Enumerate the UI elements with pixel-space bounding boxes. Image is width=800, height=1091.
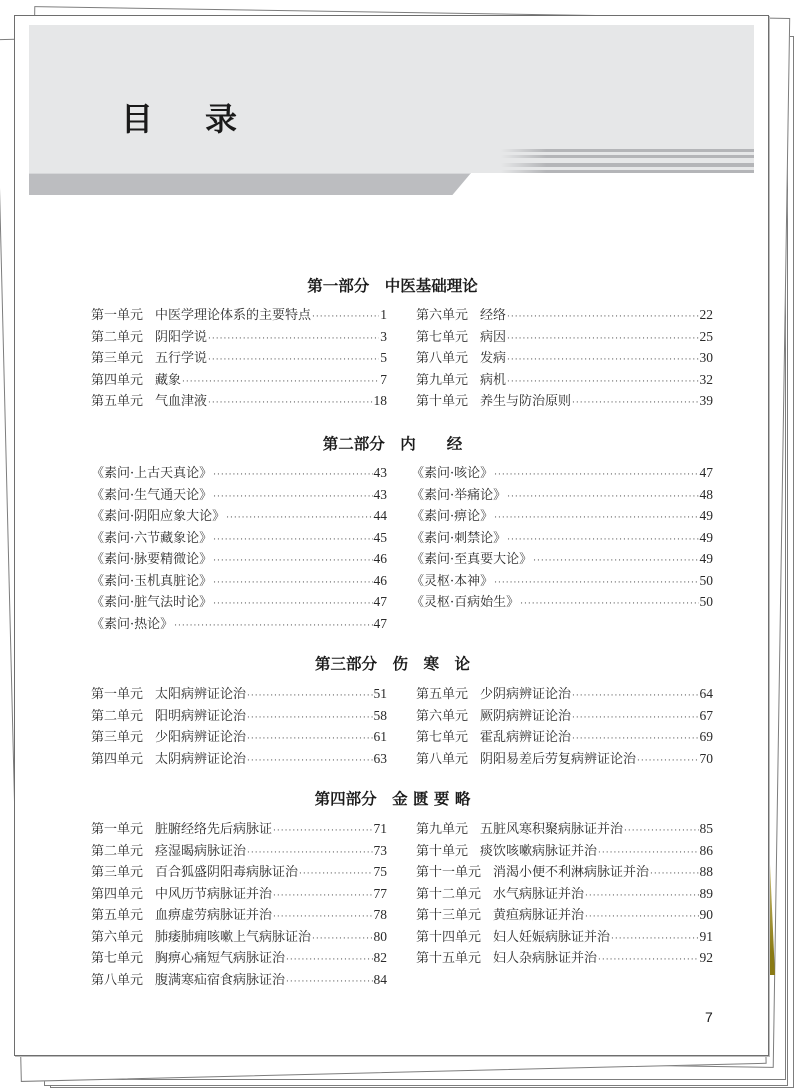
leader-dots bbox=[286, 955, 372, 965]
toc-entry[interactable]: 第六单元 经络 ····· 22 bbox=[416, 304, 713, 326]
leader-dots bbox=[273, 912, 372, 922]
toc-column-right bbox=[411, 462, 713, 613]
toc-entry[interactable]: 第五单元 气血津液 ····· 18 bbox=[91, 390, 387, 412]
toc-entry[interactable]: 第三单元 五行学说 ····· 5 bbox=[91, 347, 387, 369]
toc-entry[interactable]: 《素问·咳论》 ····· 47 bbox=[411, 462, 713, 484]
leader-dots bbox=[247, 756, 372, 766]
section-title-shanghanlun: 第三部分 伤 寒 论 bbox=[314, 654, 470, 673]
toc-entry[interactable]: 《素问·刺禁论》 ····· 49 bbox=[411, 527, 713, 549]
toc-entry[interactable]: 《素问·脏气法时论》 ····· 47 bbox=[91, 591, 387, 613]
leader-dots bbox=[572, 713, 698, 723]
toc-column-left bbox=[91, 818, 387, 990]
toc-column-left bbox=[91, 462, 387, 634]
page-number: 7 bbox=[705, 1009, 713, 1025]
section-title-basic-theory: 第一部分 中医基础理论 bbox=[307, 276, 478, 295]
toc-entry[interactable]: 第十三单元 黄疸病脉证并治 ····· 90 bbox=[416, 904, 713, 926]
leader-dots bbox=[299, 869, 372, 879]
toc-entry[interactable]: 第八单元 腹满寒疝宿食病脉证治 ····· 84 bbox=[91, 969, 387, 991]
leader-dots bbox=[247, 848, 372, 858]
leader-dots bbox=[507, 334, 698, 344]
toc-entry[interactable]: 第六单元 肺痿肺痈咳嗽上气病脉证治 ····· 80 bbox=[91, 926, 387, 948]
toc-entry[interactable]: 第十单元 养生与防治原则 ····· 39 bbox=[416, 390, 713, 412]
leader-dots bbox=[286, 977, 372, 987]
leader-dots bbox=[572, 398, 698, 408]
toc-entry[interactable]: 《素问·上古天真论》 ····· 43 bbox=[91, 462, 387, 484]
leader-dots bbox=[507, 492, 698, 502]
leader-dots bbox=[247, 691, 372, 701]
leader-dots bbox=[182, 377, 379, 387]
toc-entry[interactable]: 第二单元 痉湿暍病脉证治 ····· 73 bbox=[91, 840, 387, 862]
leader-dots bbox=[208, 398, 372, 408]
toc-entry[interactable]: 《素问·阴阳应象大论》 ····· 44 bbox=[91, 505, 387, 527]
toc-column-right bbox=[416, 683, 713, 769]
leader-dots bbox=[533, 556, 698, 566]
toc-entry[interactable]: 第二单元 阳明病辨证论治 ····· 58 bbox=[91, 705, 387, 727]
toc-entry[interactable]: 第四单元 藏象 ····· 7 bbox=[91, 369, 387, 391]
toc-entry[interactable]: 第三单元 百合狐盛阴阳毒病脉证治 ····· 75 bbox=[91, 861, 387, 883]
leader-dots bbox=[494, 578, 698, 588]
page-title: 目录 bbox=[121, 100, 290, 138]
leader-dots bbox=[520, 599, 698, 609]
leader-dots bbox=[507, 355, 698, 365]
toc-entry[interactable]: 第三单元 少阳病辨证论治 ····· 61 bbox=[91, 726, 387, 748]
toc-entry[interactable]: 《素问·六节藏象论》 ····· 45 bbox=[91, 527, 387, 549]
leader-dots bbox=[637, 756, 698, 766]
toc-entry[interactable]: 第四单元 中风历节病脉证并治 ····· 77 bbox=[91, 883, 387, 905]
toc-entry[interactable]: 第九单元 病机 ····· 32 bbox=[416, 369, 713, 391]
toc-entry[interactable]: 第十二单元 水气病脉证并治 ····· 89 bbox=[416, 883, 713, 905]
section-title-neijing: 第二部分 内 经 bbox=[322, 434, 463, 453]
leader-dots bbox=[208, 355, 379, 365]
toc-entry[interactable]: 第五单元 血痹虚劳病脉证并治 ····· 78 bbox=[91, 904, 387, 926]
leader-dots bbox=[598, 955, 698, 965]
leader-dots bbox=[585, 891, 698, 901]
toc-entry[interactable]: 第四单元 太阴病辨证论治 ····· 63 bbox=[91, 748, 387, 770]
leader-dots bbox=[598, 848, 698, 858]
toc-entry[interactable]: 第一单元 中医学理论体系的主要特点 ····· 1 bbox=[91, 304, 387, 326]
leader-dots bbox=[624, 826, 698, 836]
toc-column-right bbox=[416, 304, 713, 412]
leader-dots bbox=[213, 492, 372, 502]
leader-dots bbox=[585, 912, 698, 922]
leader-dots bbox=[507, 535, 698, 545]
leader-dots bbox=[273, 891, 372, 901]
leader-dots bbox=[247, 713, 372, 723]
toc-entry[interactable]: 《素问·生气通天论》 ····· 43 bbox=[91, 484, 387, 506]
leader-dots bbox=[174, 621, 372, 631]
leader-dots bbox=[213, 578, 372, 588]
toc-entry[interactable]: 第七单元 霍乱病辨证论治 ····· 69 bbox=[416, 726, 713, 748]
leader-dots bbox=[572, 691, 698, 701]
leader-dots bbox=[247, 734, 372, 744]
toc-entry[interactable]: 《素问·热论》 ····· 47 bbox=[91, 613, 387, 635]
toc-column-left bbox=[91, 304, 387, 412]
leader-dots bbox=[611, 934, 698, 944]
toc-entry[interactable]: 第二单元 阴阳学说 ····· 3 bbox=[91, 326, 387, 348]
toc-entry[interactable]: 第十单元 痰饮咳嗽病脉证并治 ····· 86 bbox=[416, 840, 713, 862]
toc-entry[interactable]: 《素问·玉机真脏论》 ····· 46 bbox=[91, 570, 387, 592]
toc-entry[interactable]: 《素问·至真要大论》 ····· 49 bbox=[411, 548, 713, 570]
toc-entry[interactable]: 《素问·脉要精微论》 ····· 46 bbox=[91, 548, 387, 570]
toc-entry[interactable]: 第九单元 五脏风寒积聚病脉证并治 ····· 85 bbox=[416, 818, 713, 840]
toc-entry[interactable]: 第一单元 脏腑经络先后病脉证 ····· 71 bbox=[91, 818, 387, 840]
leader-dots bbox=[507, 377, 698, 387]
toc-entry[interactable]: 第七单元 病因 ····· 25 bbox=[416, 326, 713, 348]
leader-dots bbox=[312, 934, 372, 944]
toc-entry[interactable]: 第七单元 胸痹心痛短气病脉证治 ····· 82 bbox=[91, 947, 387, 969]
leader-dots bbox=[494, 470, 698, 480]
leader-dots bbox=[650, 869, 698, 879]
leader-dots bbox=[572, 734, 698, 744]
section-title-jinguiyaolue: 第四部分 金 匮 要 略 bbox=[314, 789, 471, 808]
toc-column-right bbox=[416, 818, 713, 969]
leader-dots bbox=[226, 513, 372, 523]
header-accent-bar bbox=[29, 173, 471, 195]
leader-dots bbox=[507, 312, 698, 322]
toc-page bbox=[14, 15, 769, 1056]
toc-entry[interactable]: 《素问·举痛论》 ····· 48 bbox=[411, 484, 713, 506]
leader-dots bbox=[494, 513, 698, 523]
toc-entry[interactable]: 第十四单元 妇人妊娠病脉证并治 ····· 91 bbox=[416, 926, 713, 948]
leader-dots bbox=[312, 312, 379, 322]
toc-entry[interactable]: 第十一单元 消渴小便不利淋病脉证并治 ····· 88 bbox=[416, 861, 713, 883]
toc-entry[interactable]: 《灵枢·本神》 ····· 50 bbox=[411, 570, 713, 592]
leader-dots bbox=[208, 334, 379, 344]
toc-entry[interactable]: 第八单元 发病 ····· 30 bbox=[416, 347, 713, 369]
toc-entry[interactable]: 第十五单元 妇人杂病脉证并治 ····· 92 bbox=[416, 947, 713, 969]
toc-entry[interactable]: 第八单元 阴阳易差后劳复病辨证论治 ····· 70 bbox=[416, 748, 713, 770]
header-stripes bbox=[501, 146, 754, 173]
toc-entry[interactable]: 第六单元 厥阴病辨证论治 ····· 67 bbox=[416, 705, 713, 727]
leader-dots bbox=[273, 826, 372, 836]
leader-dots bbox=[213, 535, 372, 545]
leader-dots bbox=[213, 556, 372, 566]
toc-entry[interactable]: 《素问·痹论》 ····· 49 bbox=[411, 505, 713, 527]
toc-entry[interactable]: 第一单元 太阳病辨证论治 ····· 51 bbox=[91, 683, 387, 705]
toc-entry[interactable]: 第五单元 少阴病辨证论治 ····· 64 bbox=[416, 683, 713, 705]
toc-entry[interactable]: 《灵枢·百病始生》 ····· 50 bbox=[411, 591, 713, 613]
toc-column-left bbox=[91, 683, 387, 769]
leader-dots bbox=[213, 599, 372, 609]
leader-dots bbox=[213, 470, 372, 480]
